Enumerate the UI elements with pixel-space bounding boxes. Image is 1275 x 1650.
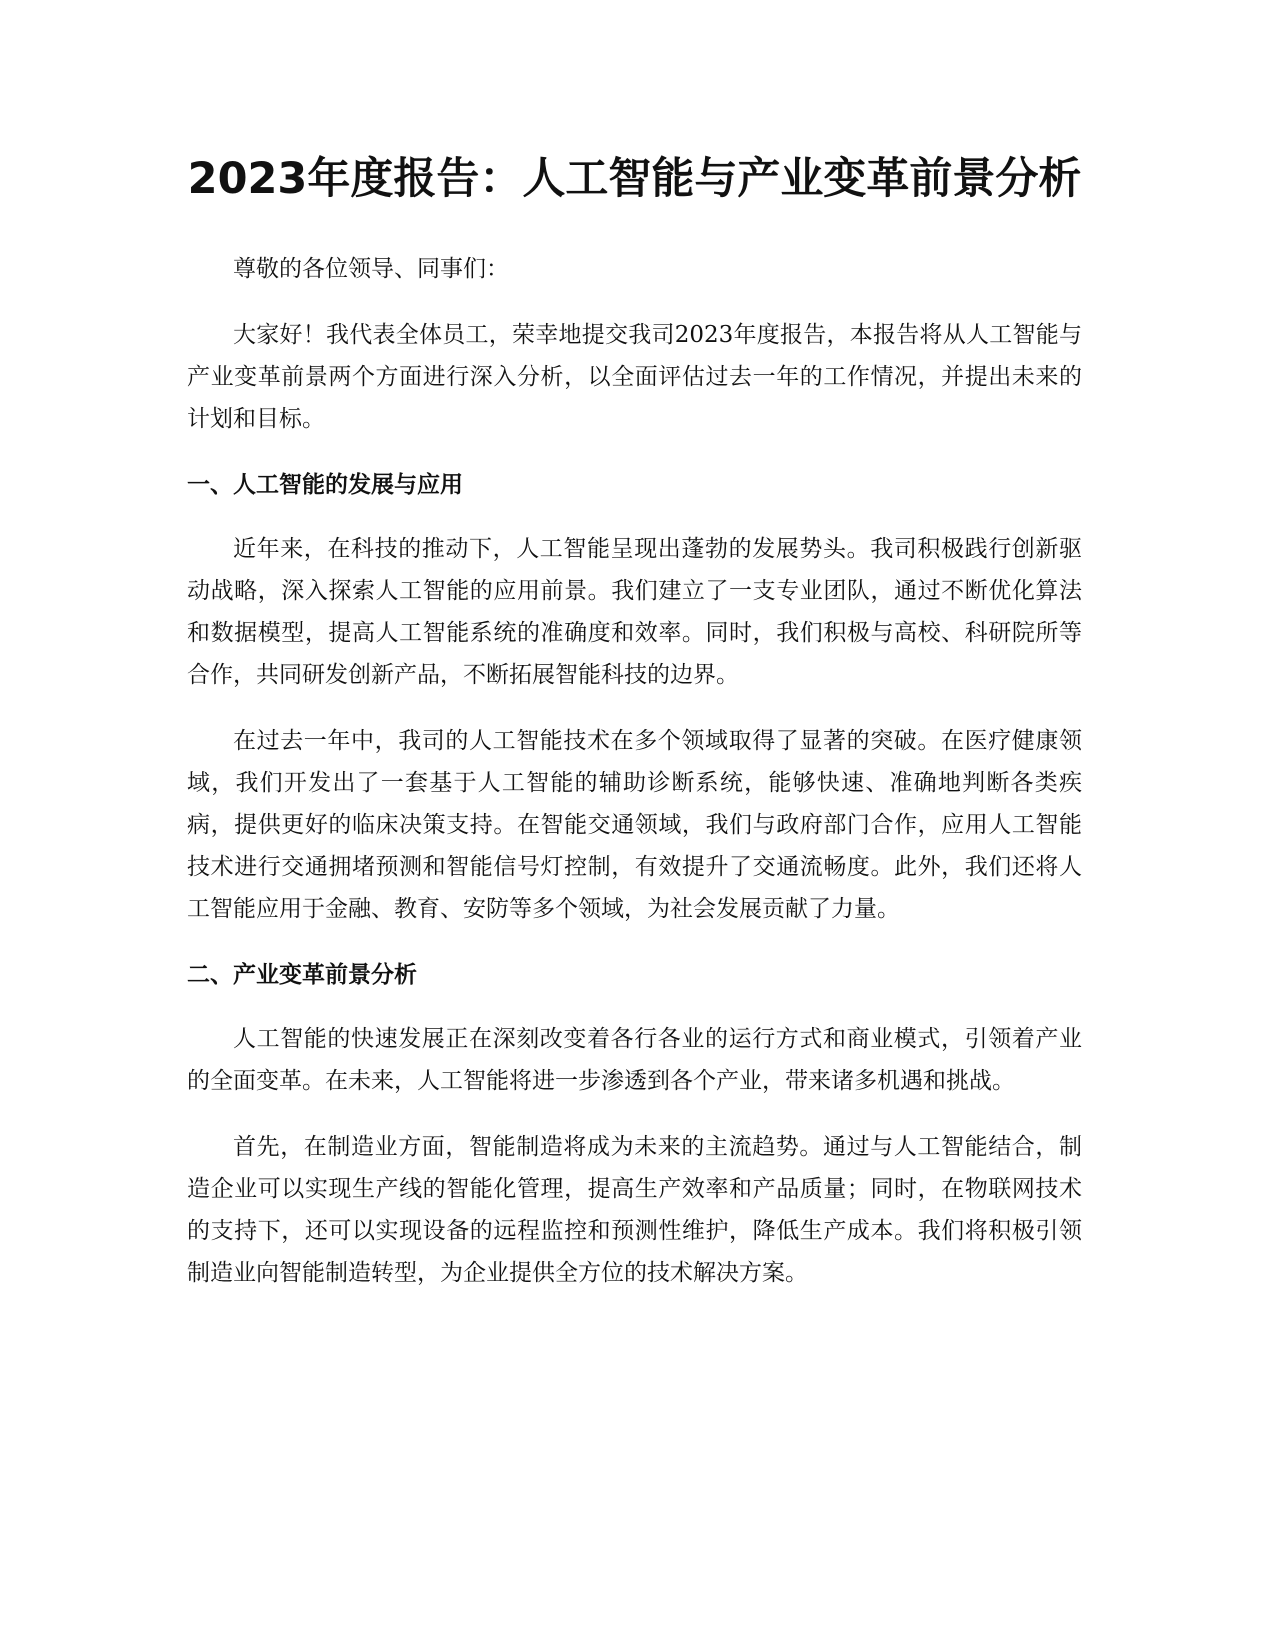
document-page: [187, 140, 1082, 1318]
section-ai-development: [187, 464, 1082, 930]
section-industry-outlook: [187, 954, 1082, 1294]
body-paragraph: 首先，在制造业方面，智能制造将成为未来的主流趋势。通过与人工智能结合，制造企业可以实现生产线的智能化管理，提高生产效率和产品质量；同时，在物联网技术的支持下，还可以实现设备的远程监控和预测性维护，降低生产成本。我们将积极引领制造业向智能制造转型，为企业提供全方位的技术解决方案。: [187, 1134, 1082, 1286]
body-paragraph: 近年来，在科技的推动下，人工智能呈现出蓬勃的发展势头。我司积极践行创新驱动战略，深入探索人工智能的应用前景。我们建立了一支专业团队，通过不断优化算法和数据模型，提高人工智能系统的准确度和效率。同时，我们积极与高校、科研院所等合作，共同研发创新产品，不断拓展智能科技的边界。: [187, 536, 1082, 688]
section-heading: 二、产业变革前景分析: [187, 962, 417, 988]
body-paragraph: 人工智能的快速发展正在深刻改变着各行各业的运行方式和商业模式，引领着产业的全面变革。在未来，人工智能将进一步渗透到各个产业，带来诸多机遇和挑战。: [187, 1026, 1082, 1094]
intro-paragraph: 大家好！我代表全体员工，荣幸地提交我司2023年度报告，本报告将从人工智能与产业变革前景两个方面进行深入分析，以全面评估过去一年的工作情况，并提出未来的计划和目标。: [187, 322, 1082, 432]
section-heading: 一、人工智能的发展与应用: [187, 472, 463, 498]
body-paragraph: 在过去一年中，我司的人工智能技术在多个领域取得了显著的突破。在医疗健康领域，我们开发出了一套基于人工智能的辅助诊断系统，能够快速、准确地判断各类疾病，提供更好的临床决策支持。在智能交通领域，我们与政府部门合作，应用人工智能技术进行交通拥堵预测和智能信号灯控制，有效提升了交通流畅度。此外，我们还将人工智能应用于金融、教育、安防等多个领域，为社会发展贡献了力量。: [187, 728, 1082, 922]
document-title: 2023年度报告：人工智能与产业变革前景分析: [187, 154, 1082, 204]
salutation: 尊敬的各位领导、同事们：: [233, 256, 509, 282]
